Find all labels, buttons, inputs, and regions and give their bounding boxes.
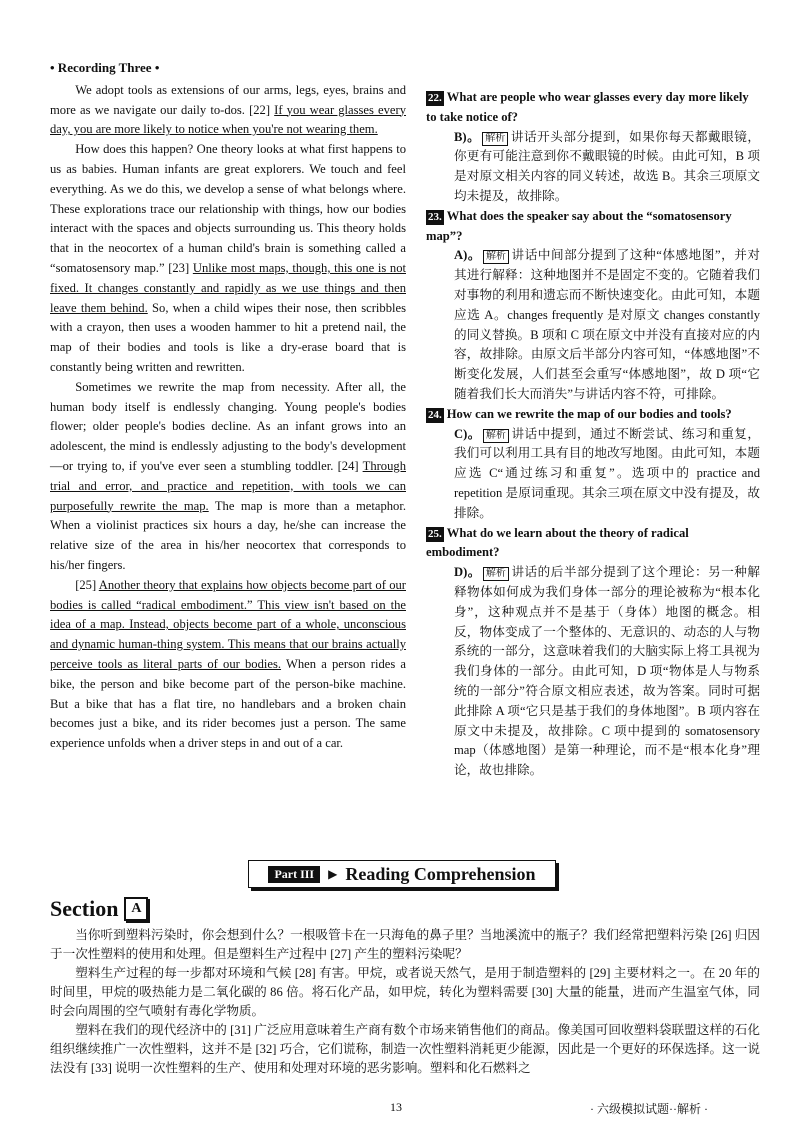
answer-choice: A)。 — [454, 248, 481, 263]
analysis-tag: 解析 — [483, 567, 509, 581]
question-number: 25. — [428, 527, 442, 540]
question-list — [426, 88, 760, 781]
recording-paragraph — [50, 140, 406, 378]
analysis-text: 讲话开头部分提到，如果你每天都戴眼镜，你更有可能注意到你不戴眼镜的时候。由此可知，B 项是对原文相关内容的同义转述，故选 B。其余三项原文均未提及，故排除。 — [454, 129, 761, 203]
answer-explanation — [454, 425, 760, 524]
paragraph-text: So, when a child wipes their nose, then scribbles with a crayon, then uses a wooden hammer to hit a pretend nail, the map of their bodies and tools is like a dry-erase board that is constantly being written and rewritten. — [50, 300, 406, 374]
recording-title: • Recording Three • — [50, 60, 160, 75]
question-heading — [426, 207, 760, 247]
question-item — [426, 524, 760, 781]
answer-choice: C)。 — [454, 426, 481, 441]
underlined-text: If you wear glasses every day, you are more likely to notice when you're not wearing them. — [50, 102, 406, 137]
question-item — [426, 88, 760, 207]
question-item — [426, 405, 760, 524]
reading-passage — [50, 926, 760, 1078]
question-number: 22. — [428, 92, 442, 104]
analysis-text: 讲话中提到，通过不断尝试、练习和重复，我们可以利用工具有目的地改写地图。由此可知，本题应选 C“通过练习和重复”。选项中的 practice and repetition 是原词重现。其余三项在原文中没有提及，故排除。 — [454, 426, 760, 520]
underlined-text: Through trial and error, and practice and repetition, with tools we can purposefully rewrite the map. — [50, 458, 406, 513]
recording-paragraph — [50, 576, 406, 754]
analysis-text: 讲话中间部分提到了这种“体感地图”，并对其进行解释：这种地图并不是固定不变的。它随着我们对事物的利用和遗忘而不断快速变化。由此可知，本题应选 A。changes frequently 是对原文 changes constantly 的同义替换。B 项和 C 项在原文中并没有直接对应的内容，故排除。由原文后半部分内容可知，“体感地图”不断变化发展，人们甚至会重写“体感地图”，故 D 项“它随着我们长大而消失”与讲话内容不符，可排除。 — [454, 248, 760, 401]
recording-column — [50, 58, 406, 754]
paragraph-text: When a person rides a bike, the person and bike become part of the person-bike machine. But a bike that has a flat tire, no handlebars and a broken chain becomes just a bike, and its rider becomes just a person. The same experience unfolds when a driver steps in and out of a car. — [50, 656, 406, 751]
question-heading — [426, 405, 760, 425]
answer-explanation — [454, 246, 760, 404]
answer-choice: B)。 — [454, 129, 481, 144]
paragraph-text: How does this happen? One theory looks at what first happens to us as babies. Human infants are great explorers. We touch and feel everything. As we do this, we develop a sense of what belongs where. These explorations trace our relationship with things, how our bodies interact with the spaces and objects surrounding us. This theory holds that in the neocortex of a human child's brain is something called a “somatosensory map.” [23] — [50, 142, 406, 275]
reading-paragraph: 塑料生产过程的每一步都对环境和气候 [28] 有害。甲烷，或者说天然气，是用于制造塑料的 [29] 主要材料之一。在 20 年的时间里，甲烷的吸热能力是二氧化碳的 86 倍。将石化产品，如甲烷，转化为塑料需要 [30] 大量的能量，进而产生温室气体，同时会向周围的空气喷射有毒化学物质。 — [50, 966, 760, 1018]
analysis-tag: 解析 — [483, 429, 509, 443]
reading-paragraph: 当你听到塑料污染时，你会想到什么？一根吸管卡在一只海龟的鼻子里？当地溪流中的瓶子？我们经常把塑料污染 [26] 归因于一次性塑料的使用和处理。但是塑料生产过程中 [27] 产生的塑料污染呢？ — [50, 928, 760, 961]
question-text: How can we rewrite the map of our bodies and tools? — [446, 406, 732, 421]
part-tag: Part III — [268, 866, 320, 883]
recording-text — [50, 81, 406, 754]
paragraph-text: The map is more than a metaphor. When a violinist practices six hours a day, he/she can increase the relative size of the area in his/her neocortex that corresponds to his/her fingers. — [50, 498, 406, 572]
analysis-tag: 解析 — [483, 250, 509, 264]
arrow-icon: ▶ — [328, 866, 338, 881]
section-badge: A — [124, 897, 148, 921]
part-title: Reading Comprehension — [345, 863, 536, 884]
question-number: 23. — [428, 210, 442, 223]
part-banner — [248, 860, 556, 888]
question-item — [426, 207, 760, 405]
question-number: 24. — [428, 408, 442, 421]
paragraph-text: [25] — [75, 577, 99, 592]
paragraph-text: We adopt tools as extensions of our arms, legs, eyes, brains and more as we navigate our daily to-dos. [22] — [50, 82, 406, 117]
analysis-text: 讲话的后半部分提到了这个理论：另一种解释物体如何成为我们身体一部分的理论被称为“根本化身”，这种观点并不是基于（身体）地图的概念。相反，物体变成了一个整体的、无意识的、动态的人与物系统的一部分，这意味着我们的大脑实际上将工具视为我们身体的一部分。由此可知，D 项“物体是人与物系统的一部分”符合原文相应表述，故为答案。同时可据此排除 A 项“它只是基于我们的身体地图”。B 项内容在原文中未提及，故排除。C 项中提到的 somatosensory map（体感地图）是第一种理论，而不是“根本化身”理论，故也排除。 — [454, 565, 760, 778]
question-heading — [426, 88, 760, 128]
underlined-text: Another theory that explains how objects become part of our bodies is called “radical embodiment.” This view isn't based on the idea of a map. Instead, objects become part of a whole, unconscious and dynamic human-thing system. This means that our brains actually perceive tools as literal parts of our bodies. — [50, 577, 406, 671]
answer-explanation — [454, 128, 760, 207]
footer-title: · 六级模拟试题··解析 · — [590, 1102, 708, 1116]
paragraph-text: Sometimes we rewrite the map from necessity. After all, the human body itself is endlessly changing. Young people's bodies flower; older people's bodies decline. As an infant grows into an adolescent, the mind is endlessly adjusting to the body's development—or trying to, if you've ever seen a stumbling toddler. [24] — [50, 379, 406, 473]
page-number: 13 — [390, 1100, 402, 1114]
answer-explanation — [454, 563, 760, 781]
underlined-text: Unlike most maps, though, this one is not fixed. It changes constantly and rapidly as we use things and then leave them behind. — [50, 260, 406, 315]
question-text: What does the speaker say about the “somatosensory map”? — [426, 208, 732, 243]
questions-column — [426, 88, 760, 781]
reading-paragraph: 塑料在我们的现代经济中的 [31] 广泛应用意味着生产商有数个市场来销售他们的商品。像美国可回收塑料袋联盟这样的石化组织继续推广一次性塑料，这并不是 [32] 巧合，它们谎称，制造一次性塑料消耗更少能源，因此是一个更好的环保选择。这一说法没有 [33] 说明一次性塑料的生产、使用和处理对环境的恶劣影响。塑料和化石燃料之 — [50, 1023, 760, 1075]
section-label: Section — [50, 896, 119, 921]
analysis-tag: 解析 — [482, 132, 508, 146]
answer-choice: D)。 — [454, 565, 481, 580]
recording-paragraph — [50, 81, 406, 140]
question-text: What do we learn about the theory of radical embodiment? — [426, 525, 689, 560]
question-text: What are people who wear glasses every day more likely to take notice of? — [426, 90, 749, 124]
recording-paragraph — [50, 378, 406, 576]
question-heading — [426, 524, 760, 564]
section-heading — [50, 896, 148, 922]
